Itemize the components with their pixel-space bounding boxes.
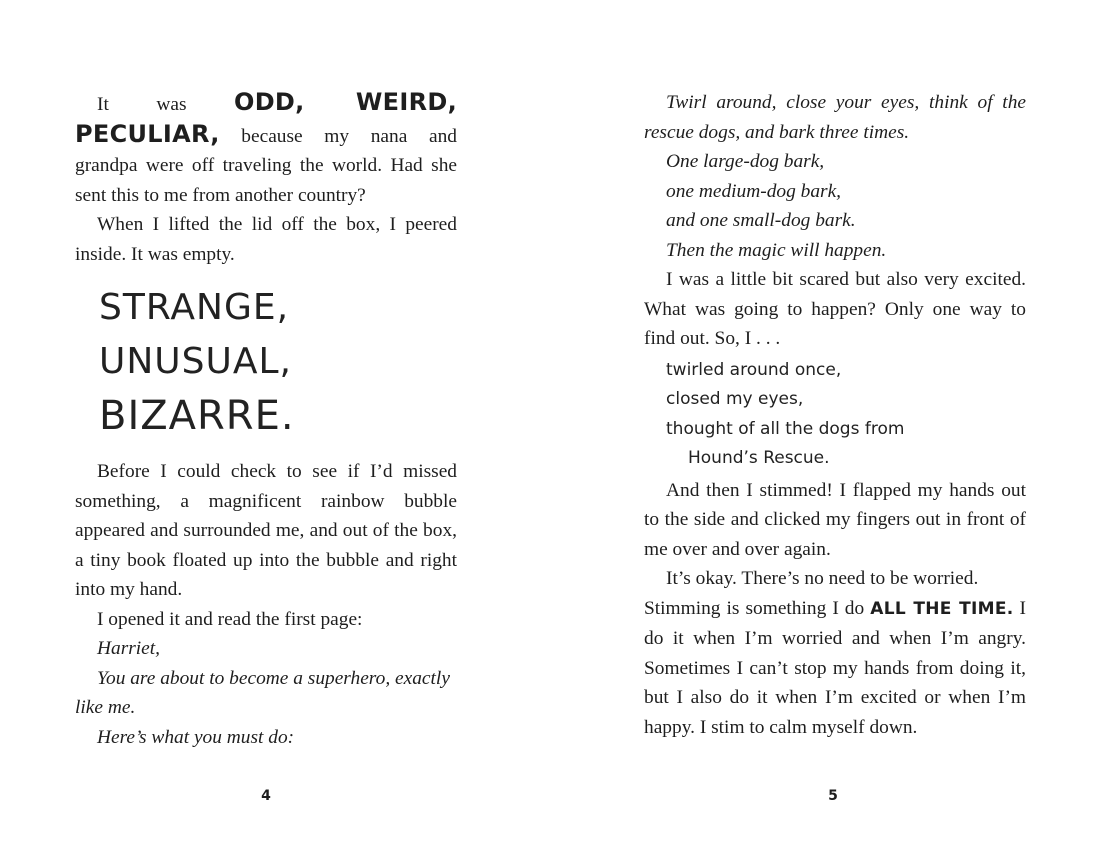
italic-medium-dog: one medium-dog bark, [666,180,842,202]
paragraph-rainbow-bubble: Before I could check to see if I’d missed something, a magnificent rainbow bubble appeared and surrounded me, and out of the box, a tiny book floated up into the bubble and right into my hand. [75,461,457,600]
hand-line-thought-dogs: thought of all the dogs from [666,418,905,439]
italic-what-to-do: Here’s what you must do: [97,726,295,748]
paragraph-lid: When I lifted the lid off the box, I peered inside. It was empty. [75,214,457,265]
paragraph-opened-book: I opened it and read the first page: [97,608,363,630]
paragraph-scared-excited: I was a little bit scared but also very excited. What was going to happen? Only one way to find out. So, I . . . [644,269,1026,349]
italic-superhero: You are about to become a superhero, exactly like me. [75,667,450,718]
stimming-prefix: Stimming is something I do [644,597,871,619]
page-number-left: 4 [261,788,271,804]
paragraph-okay: It’s okay. There’s no need to be worried. [666,568,979,589]
big-word-bizarre: BIZARRE. [99,393,295,439]
paragraph-stimming [644,594,1026,743]
handwritten-action-list [666,356,1026,474]
page-number-right: 5 [828,788,838,804]
italic-twirl-instruction: Twirl around, close your eyes, think of the rescue dogs, and bark three times. [644,92,1026,143]
big-word-unusual: UNUSUAL, [99,341,292,382]
lead-rest: because my nana and grandpa were off traveling the world. Had she sent this to me from another country? [75,125,457,206]
hand-line-twirled: twirled around once, [666,359,842,380]
left-page [75,88,457,752]
right-page [644,88,1026,742]
handwritten-odd-weird-peculiar: ODD, WEIRD, PECULIAR, [75,88,457,148]
big-handwritten-words [99,281,457,443]
italic-small-dog: and one small-dog bark. [666,210,856,231]
hand-line-closed-eyes: closed my eyes, [666,389,804,409]
handwritten-all-the-time: ALL THE TIME. [870,598,1014,619]
italic-harriet: Harriet, [97,638,161,659]
italic-large-dog: One large-dog bark, [666,151,825,172]
italic-magic: Then the magic will happen. [666,239,887,261]
hand-line-hounds-rescue: Hound’s Rescue. [688,448,830,468]
stimming-rest: I do it when I’m worried and when I’m angry. Sometimes I can’t stop my hands from doing it, but I also do it when I’m excited or when I’m happy. I stim to calm myself down. [644,597,1027,738]
paragraph-odd-weird [75,88,457,210]
lead-prefix: It was [97,94,234,115]
big-word-strange: STRANGE, [99,287,290,328]
paragraph-stimmed: And then I stimmed! I flapped my hands out to the side and clicked my fingers out in front of me over and over again. [644,479,1026,560]
